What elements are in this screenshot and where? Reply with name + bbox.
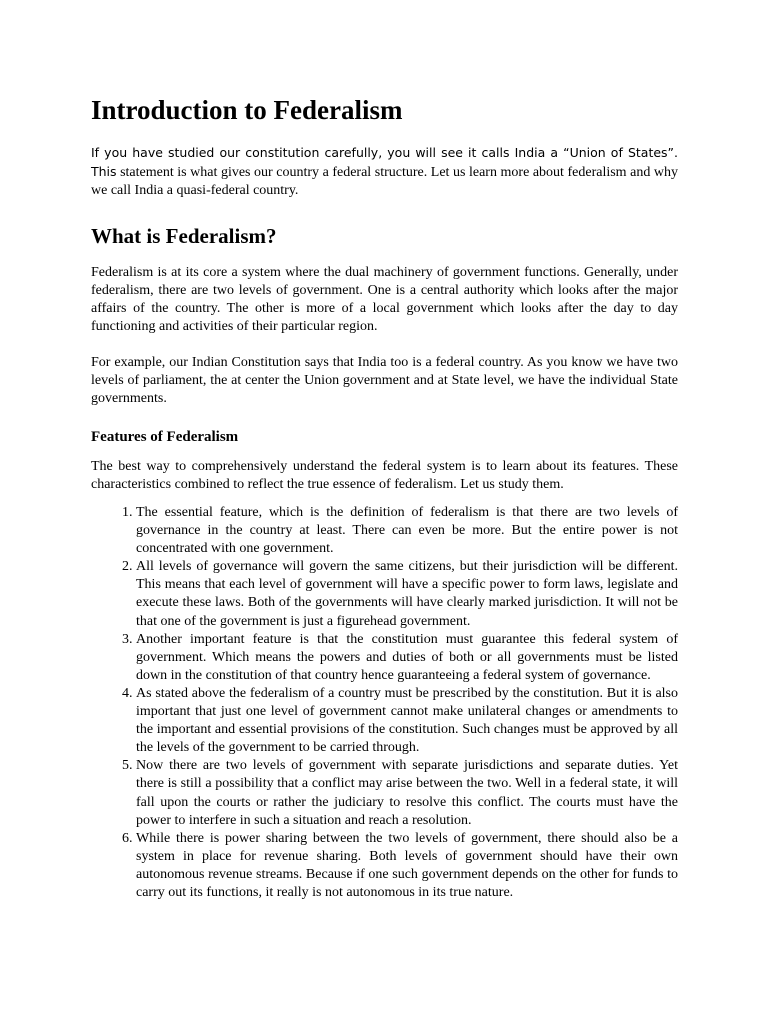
list-item: 6. While there is power sharing between the two levels of government, there should also be a system in place for revenue sharing. Both levels of government should have their own autonomous revenue streams. Because if one such government depends on the other for funds to carry out its functions, it really is not autonomous in its true nature.	[136, 830, 678, 902]
paragraph-features-intro: The best way to comprehensively understand the federal system is to learn about its features. These characteristics combined to reflect the true essence of federalism. Let us study them.	[91, 459, 678, 492]
section-heading-features: Features of Federalism	[91, 429, 239, 445]
list-item: 3. Another important feature is that the constitution must guarantee this federal system of government. Which means the powers and duties of both or all governments must be listed down in the constitution of that country hence guaranteeing a federal system of governance.	[136, 631, 678, 685]
intro-paragraph	[91, 144, 678, 200]
list-item: 2. All levels of governance will govern the same citizens, but their jurisdiction will be different. This means that each level of government will have a specific power to form laws, legislate and execute these laws. Both of the governments will have clearly marked jurisdiction. It will not be that one of the government is just a figurehead government.	[136, 558, 678, 630]
document-page	[91, 92, 678, 902]
list-item: 5. Now there are two levels of government with separate jurisdictions and separate duties. Yet there is still a possibility that a conflict may arise between the two. Well in a federal state, it will fall upon the courts or rather the judiciary to resolve this conflict. The courts must have the power to interfere in such a situation and reach a resolution.	[136, 757, 678, 829]
list-item: 1. The essential feature, which is the definition of federalism is that there are two levels of governance in the country at least. There can even be more. But the entire power is not concentrated with one government.	[136, 504, 678, 558]
paragraph-example: For example, our Indian Constitution says that India too is a federal country. As you know we have two levels of parliament, the at center the Union government and at State level, we have the individual State governments.	[91, 355, 678, 406]
list-item: 4. As stated above the federalism of a country must be prescribed by the constitution. But it is also important that just one level of government cannot make unilateral changes or amendments to the important and essential provisions of the constitution. Such changes must be approved by all the levels of the government to be carried through.	[136, 685, 678, 757]
page-title: Introduction to Federalism	[91, 95, 403, 125]
section-heading-what-is-federalism: What is Federalism?	[91, 224, 277, 248]
features-list	[91, 504, 678, 902]
paragraph-definition: Federalism is at its core a system where the dual machinery of government functions. Generally, under federalism, there are two levels of government. One is a central authority which looks after the major affairs of the country. The other is more of a local government which looks after the day to day functioning and activities of their particular region.	[91, 265, 678, 334]
intro-rest-text: statement is what gives our country a federal structure. Let us learn more about federalism and why we call India a quasi-federal country.	[91, 165, 678, 198]
intro-lead-text: If you have studied our constitution carefully, you will see it calls India a “Union of States”. This	[91, 145, 678, 179]
